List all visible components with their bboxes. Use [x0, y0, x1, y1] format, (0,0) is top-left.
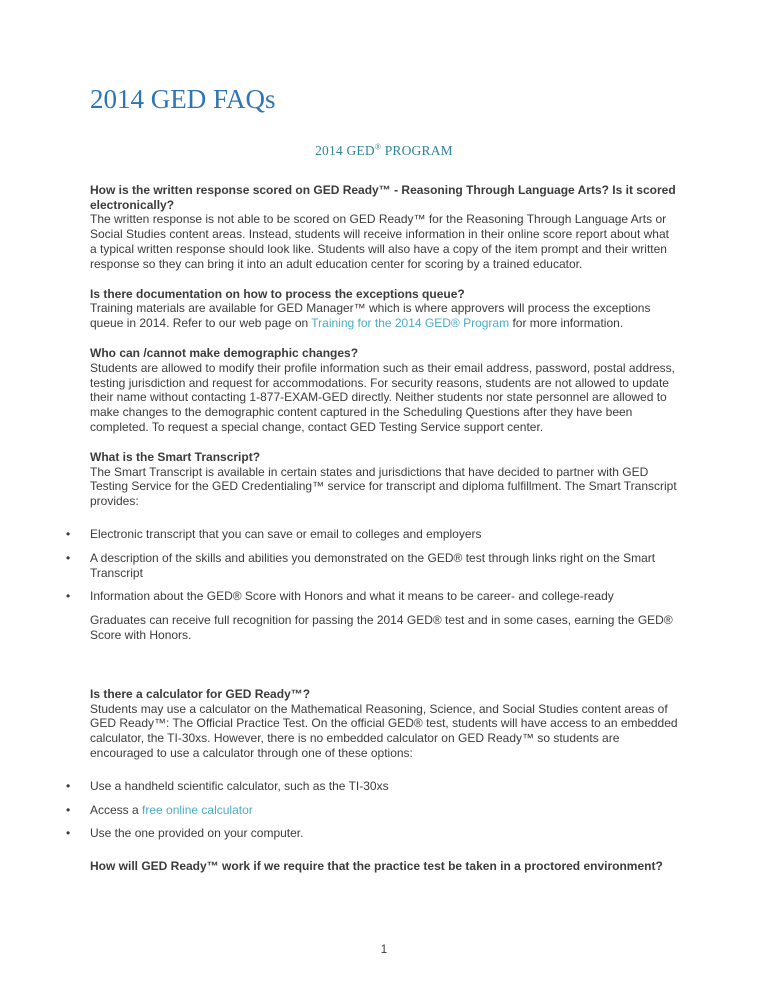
- section-heading-text: 2014 GED: [315, 143, 375, 158]
- list-item: • Information about the GED® Score with Honors and what it means to be career- and college-ready: [90, 589, 678, 604]
- answer-text: Training materials are available for GED Manager™ which is where approvers will process the exceptions queue in 2014. Refer to our web page on: [90, 301, 651, 331]
- training-program-link[interactable]: Training for the 2014 GED® Program: [311, 316, 510, 331]
- list-item: • A description of the skills and abilities you demonstrated on the GED® test through links right on the Smart Transcript: [90, 551, 678, 581]
- faq-question: Who can /cannot make demographic changes?: [90, 345, 359, 360]
- section-heading: [90, 144, 678, 159]
- faq-question: Is there documentation on how to process the exceptions queue?: [90, 286, 465, 301]
- free-online-calculator-link[interactable]: free online calculator: [142, 802, 253, 817]
- page-number: 1: [380, 944, 388, 957]
- faq-block-calculator: [90, 687, 678, 761]
- faq-block-proctored: [90, 859, 678, 874]
- list-item: • Electronic transcript that you can save or email to colleges and employers: [90, 527, 678, 542]
- calculator-bullet-list: [90, 779, 678, 841]
- faq-question: What is the Smart Transcript?: [90, 449, 261, 464]
- smart-transcript-bullet-list: [90, 527, 678, 604]
- list-item-text: Access a: [90, 802, 143, 817]
- list-item: [90, 803, 678, 818]
- faq-block-smart-transcript: [90, 450, 678, 509]
- list-item: • Use a handheld scientific calculator, such as the TI-30xs: [90, 779, 678, 794]
- answer-text: for more information.: [509, 316, 624, 331]
- graduates-paragraph: Graduates can receive full recognition for passing the 2014 GED® test and in some cases, earning the GED® Score with Honors.: [90, 613, 673, 642]
- faq-block-demographic-changes: [90, 346, 678, 435]
- registered-mark: ®: [374, 142, 382, 152]
- faq-block-exceptions-queue: [90, 287, 678, 331]
- faq-answer: Students may use a calculator on the Mathematical Reasoning, Science, and Social Studies content areas of GED Ready™: The Official Practice Test. On the official GED® test, students will have access to an embedded calculator, the TI-30xs. However, there is no embedded calculator on GED Ready™ so students are encouraged to use a calculator through one of these options:: [90, 701, 678, 760]
- section-heading-text: PROGRAM: [381, 143, 453, 158]
- list-item: • Use the one provided on your computer.: [90, 826, 678, 841]
- faq-question: How will GED Ready™ work if we require that the practice test be taken in a proctored environment?: [90, 859, 663, 874]
- faq-answer: Students are allowed to modify their profile information such as their email address, password, postal address, testing jurisdiction and request for accommodations. For security reasons, students are not allowed to update their name without contacting 1-877-EXAM-GED directly. Neither students nor state personnel are allowed to make changes to the demographic content captured in the Scheduling Questions after they have been completed. To request a special change, contact GED Testing Service support center.: [90, 360, 675, 434]
- faq-block-written-response: [90, 183, 678, 272]
- faq-question: How is the written response scored on GED Ready™ - Reasoning Through Language Arts? Is it scored electronically?: [90, 182, 676, 212]
- document-title: 2014 GED FAQs: [90, 84, 276, 114]
- faq-question: Is there a calculator for GED Ready™?: [90, 686, 311, 701]
- faq-answer: The Smart Transcript is available in certain states and jurisdictions that have decided to partner with GED Testing Service for the GED Credentialing™ service for transcript and diploma fulfillment. The Smart Transcript provides:: [90, 464, 677, 509]
- faq-answer: [90, 301, 678, 331]
- faq-answer: The written response is not able to be scored on GED Ready™ for the Reasoning Through Language Arts or Social Studies content areas. Instead, students will receive information in their online score report about what a typical written response should look like. Students will also have a copy of the item prompt and their written response so they can bring it into an adult education center for scoring by a trained educator.: [90, 212, 669, 271]
